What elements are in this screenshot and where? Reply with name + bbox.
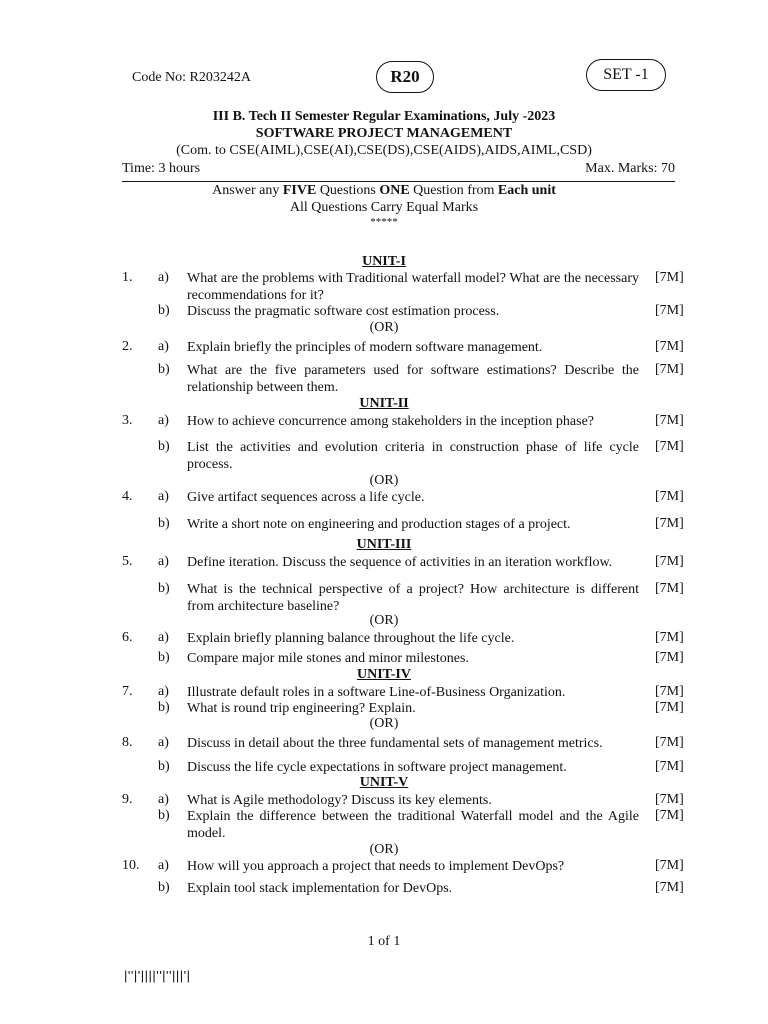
marks-label: [7M]	[655, 339, 684, 354]
page-number: 1 of 1	[367, 934, 401, 949]
barcode-text: |''|'||||''|''|||'|	[124, 968, 191, 983]
time-label: Time: 3 hours	[122, 161, 201, 176]
part-label: b)	[158, 303, 170, 318]
question-text: Explain the difference between the traditional Waterfall model and the Agile model.	[187, 809, 639, 841]
question-number: 3.	[122, 413, 133, 428]
instr-text-2: Questions	[316, 183, 380, 198]
or-separator: (OR)	[369, 716, 399, 731]
part-label: b)	[158, 880, 170, 895]
question-text: Discuss the life cycle expectations in software project management.	[187, 760, 567, 775]
part-label: a)	[158, 684, 169, 699]
part-label: a)	[158, 554, 169, 569]
exam-title: III B. Tech II Semester Regular Examinations, July -2023	[212, 109, 556, 124]
unit-heading: UNIT-I	[362, 254, 406, 269]
question-number: 5.	[122, 554, 133, 569]
part-label: b)	[158, 362, 170, 377]
subject-title: SOFTWARE PROJECT MANAGEMENT	[255, 126, 513, 141]
question-text: Explain briefly planning balance throughout the life cycle.	[187, 631, 515, 646]
marks-label: [7M]	[655, 792, 684, 807]
marks-label: [7M]	[655, 759, 684, 774]
instr-five: FIVE	[282, 183, 317, 198]
or-separator: (OR)	[369, 320, 399, 335]
question-number: 10.	[122, 858, 140, 873]
part-label: a)	[158, 630, 169, 645]
or-separator: (OR)	[369, 473, 399, 488]
question-number: 1.	[122, 270, 133, 285]
question-text: Explain briefly the principles of modern software management.	[187, 340, 543, 355]
part-label: b)	[158, 808, 170, 823]
marks-label: [7M]	[655, 700, 684, 715]
instr-text-3: Question from	[409, 183, 498, 198]
question-text: Compare major mile stones and minor milestones.	[187, 651, 469, 666]
part-label: a)	[158, 413, 169, 428]
part-label: b)	[158, 700, 170, 715]
question-text: Discuss in detail about the three fundamental sets of management metrics.	[187, 736, 603, 751]
question-text: Illustrate default roles in a software Line-of-Business Organization.	[187, 685, 566, 700]
part-label: b)	[158, 439, 170, 454]
question-text: Define iteration. Discuss the sequence of activities in an iteration workflow.	[187, 555, 613, 570]
regulation-label: R20	[390, 67, 420, 86]
set-label: SET -1	[603, 66, 649, 83]
part-label: b)	[158, 581, 170, 596]
question-number: 7.	[122, 684, 133, 699]
marks-label: [7M]	[655, 630, 684, 645]
question-number: 8.	[122, 735, 133, 750]
marks-label: [7M]	[655, 684, 684, 699]
question-text: What is Agile methodology? Discuss its key elements.	[187, 793, 492, 808]
question-text: Write a short note on engineering and production stages of a project.	[187, 517, 571, 532]
stars-separator: *****	[370, 216, 398, 228]
instr-text-1: Answer any	[212, 183, 283, 198]
unit-heading: UNIT-V	[359, 775, 409, 790]
marks-label: [7M]	[655, 270, 684, 285]
question-text: Give artifact sequences across a life cycle.	[187, 490, 425, 505]
marks-label: [7M]	[655, 303, 684, 318]
question-text: List the activities and evolution criteria in construction phase of life cycle process.	[187, 440, 639, 472]
question-text: What is round trip engineering? Explain.	[187, 701, 416, 716]
question-text: How will you approach a project that needs to implement DevOps?	[187, 859, 565, 874]
question-number: 2.	[122, 339, 133, 354]
unit-heading: UNIT-III	[356, 537, 412, 552]
marks-label: [7M]	[655, 808, 684, 823]
marks-label: [7M]	[655, 362, 684, 377]
part-label: a)	[158, 792, 169, 807]
question-number: 6.	[122, 630, 133, 645]
marks-label: [7M]	[655, 554, 684, 569]
marks-label: [7M]	[655, 650, 684, 665]
or-separator: (OR)	[369, 842, 399, 857]
part-label: b)	[158, 759, 170, 774]
or-separator: (OR)	[369, 613, 399, 628]
part-label: a)	[158, 858, 169, 873]
part-label: a)	[158, 735, 169, 750]
part-label: a)	[158, 270, 169, 285]
question-text: What are the five parameters used for software estimations? Describe the relationship between them.	[187, 363, 639, 395]
instructions-line	[0, 183, 768, 199]
regulation-badge	[376, 61, 434, 93]
marks-label: [7M]	[655, 581, 684, 596]
header-divider	[122, 181, 675, 182]
code-number: Code No: R203242A	[132, 70, 251, 85]
question-number: 9.	[122, 792, 133, 807]
question-number: 4.	[122, 489, 133, 504]
branches-line: (Com. to CSE(AIML),CSE(AI),CSE(DS),CSE(AIDS),AIDS,AIML,CSD)	[176, 143, 592, 158]
marks-label: [7M]	[655, 858, 684, 873]
marks-label: [7M]	[655, 489, 684, 504]
part-label: a)	[158, 489, 169, 504]
question-text: How to achieve concurrence among stakeholders in the inception phase?	[187, 414, 595, 429]
marks-label: [7M]	[655, 413, 684, 428]
part-label: b)	[158, 516, 170, 531]
question-text: What are the problems with Traditional waterfall model? What are the necessary recommendations for it?	[187, 271, 639, 303]
unit-heading: UNIT-II	[359, 396, 409, 411]
instr-one: ONE	[379, 183, 410, 198]
unit-heading: UNIT-IV	[357, 667, 411, 682]
set-badge	[586, 59, 666, 91]
part-label: a)	[158, 339, 169, 354]
question-text: Discuss the pragmatic software cost estimation process.	[187, 304, 500, 319]
question-text: Explain tool stack implementation for DevOps.	[187, 881, 453, 896]
marks-label: [7M]	[655, 880, 684, 895]
instr-each-unit: Each unit	[497, 183, 556, 198]
marks-label: [7M]	[655, 516, 684, 531]
marks-label: [7M]	[655, 439, 684, 454]
part-label: b)	[158, 650, 170, 665]
equal-marks-line: All Questions Carry Equal Marks	[289, 200, 479, 215]
question-text: What is the technical perspective of a project? How architecture is different from architecture baseline?	[187, 582, 639, 614]
marks-label: [7M]	[655, 735, 684, 750]
max-marks-label: Max. Marks: 70	[585, 161, 675, 176]
